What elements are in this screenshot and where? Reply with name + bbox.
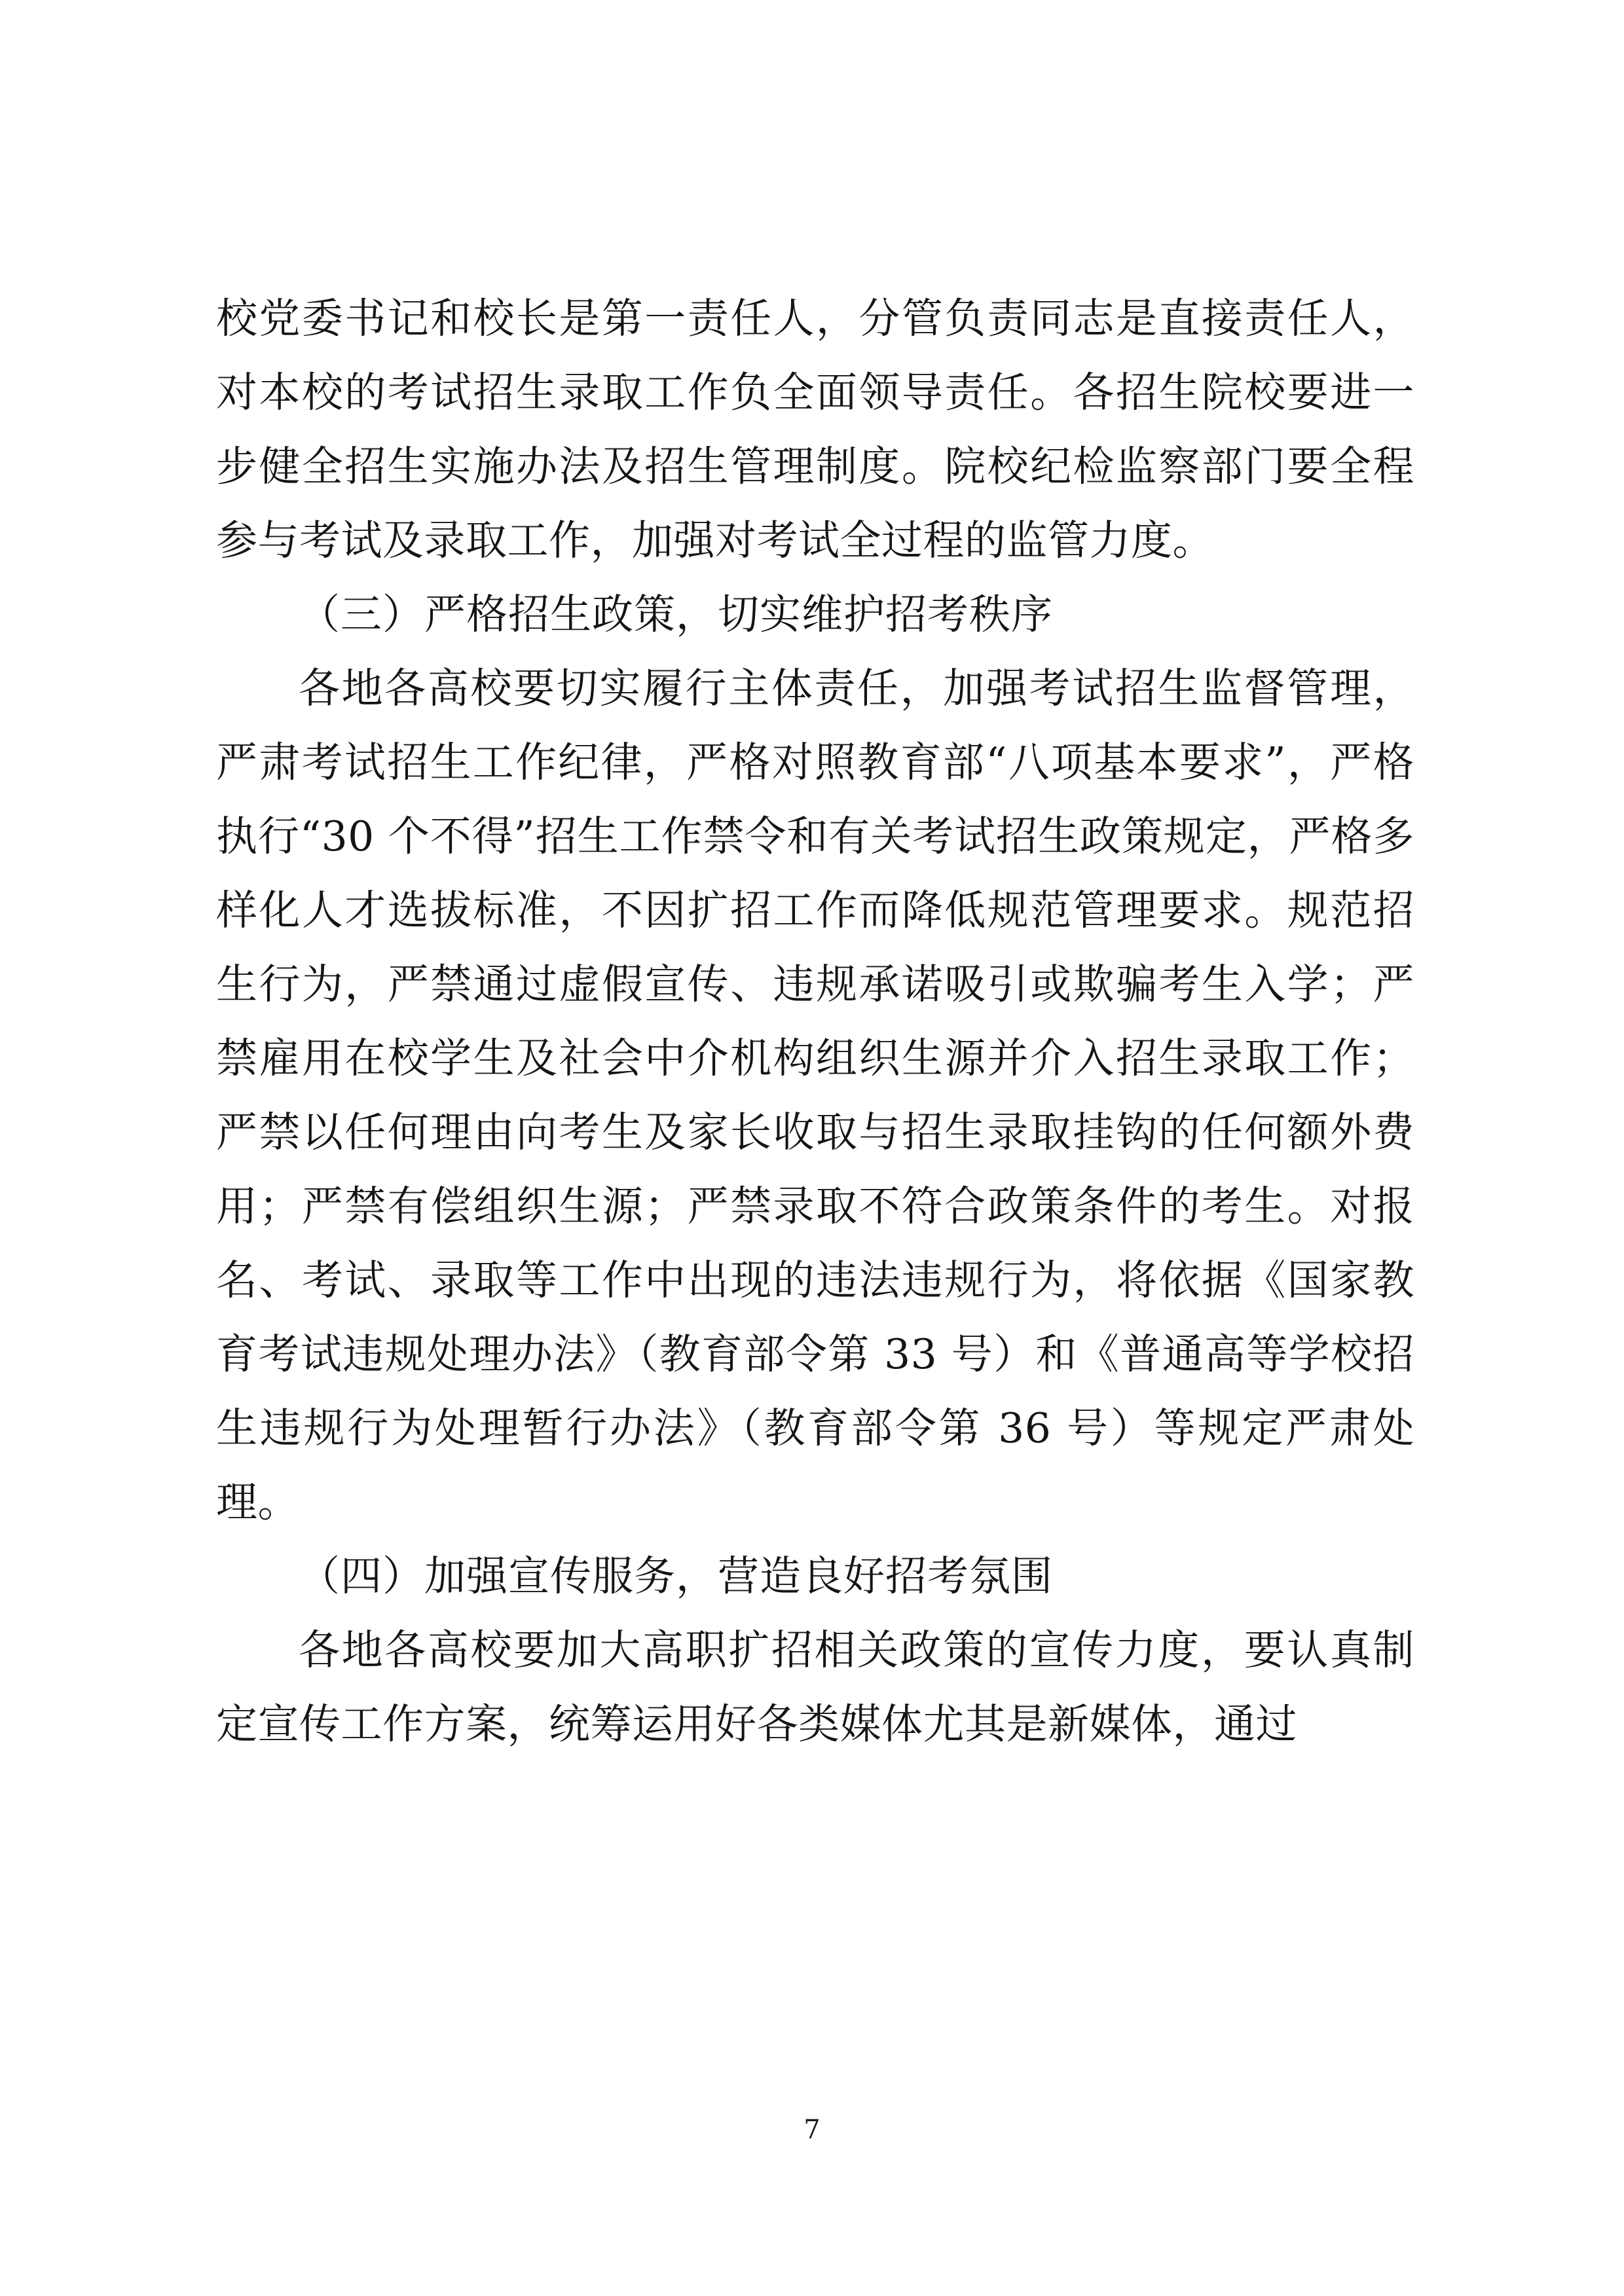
section-heading-4: （四）加强宣传服务，营造良好招考氛围 xyxy=(299,1552,1053,1600)
paragraph-continued: 校党委书记和校长是第一责任人，分管负责同志是直接责任人，对本校的考试招生录取工作负全面领导责任。各招生院校要进一步健全招生实施办法及招生管理制度。院校纪检监察部门要全程参与考试及录取工作，加强对考试全过程的监管力度。 xyxy=(216,295,1414,564)
document-body xyxy=(216,282,1414,1761)
paragraph-section-3: 各地各高校要切实履行主体责任，加强考试招生监督管理，严肃考试招生工作纪律，严格对照教育部“八项基本要求”，严格执行“30 个不得”招生工作禁令和有关考试招生政策规定，严格多样化人才选拔标准，不因扩招工作而降低规范管理要求。规范招生行为，严禁通过虚假宣传、违规承诺吸引或欺骗考生入学；严禁雇用在校学生及社会中介机构组织生源并介入招生录取工作；严禁以任何理由向考生及家长收取与招生录取挂钩的任何额外费用；严禁有偿组织生源；严禁录取不符合政策条件的考生。对报名、考试、录取等工作中出现的违法违规行为，将依据《国家教育考试违规处理办法》（教育部令第 33 号）和《普通高等学校招生违规行为处理暂行办法》（教育部令第 36 号）等规定严肃处理。 xyxy=(216,665,1414,1526)
section-heading-3: （三）严格招生政策，切实维护招考秩序 xyxy=(299,591,1053,638)
page-number: 7 xyxy=(803,2115,821,2145)
paragraph-section-4: 各地各高校要加大高职扩招相关政策的宣传力度，要认真制定宣传工作方案，统筹运用好各类媒体尤其是新媒体，通过 xyxy=(216,1626,1414,1748)
